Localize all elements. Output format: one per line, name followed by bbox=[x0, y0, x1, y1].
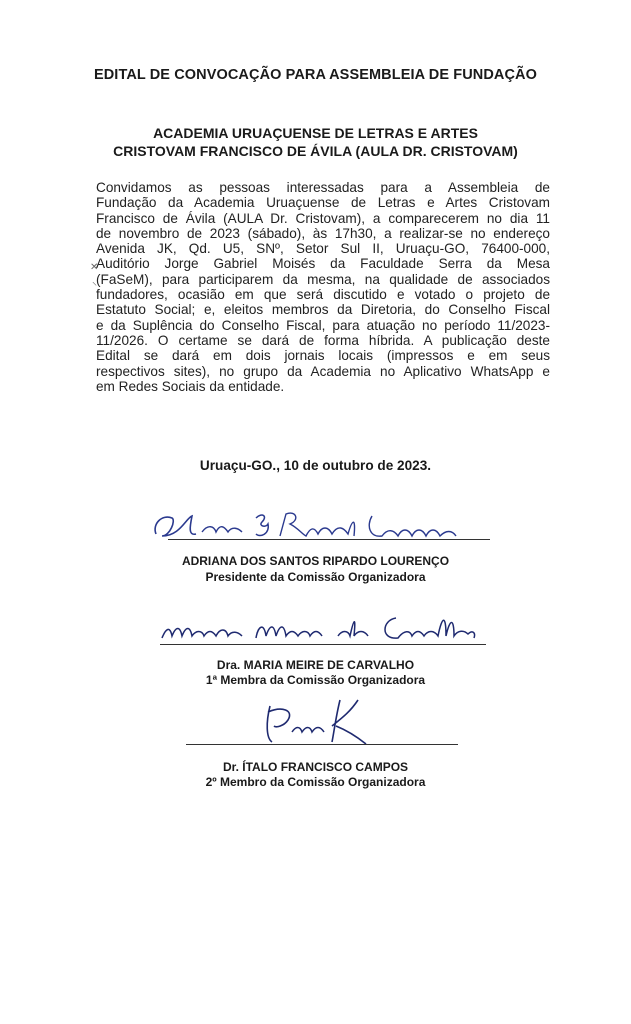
body-line: Estatuto Social; e, eleitos membros da Diretoria, do Conselho Fiscal bbox=[96, 302, 550, 318]
signatory-1-name: ADRIANA DOS SANTOS RIPARDO LOURENÇO bbox=[181, 554, 450, 568]
organization-name-line-2: CRISTOVAM FRANCISCO DE ÁVILA (AULA DR. CRISTOVAM) bbox=[113, 143, 518, 159]
body-line: 11/2026. O certame se dará de forma híbrida. A publicação deste bbox=[96, 332, 550, 348]
organization-name bbox=[0, 124, 631, 160]
signatory-2-role: 1ª Membra da Comissão Organizadora bbox=[205, 673, 426, 687]
body-line: Francisco de Ávila (AULA Dr. Cristovam), a comparecerem no dia 11 bbox=[96, 210, 550, 226]
body-paragraph bbox=[96, 180, 550, 394]
signature-line-3 bbox=[186, 744, 458, 745]
signature-line-2 bbox=[160, 644, 486, 645]
body-line: respectivos sites), no grupo da Academia no Aplicativo WhatsApp e bbox=[96, 363, 550, 379]
signatory-2-name: Dra. MARIA MEIRE DE CARVALHO bbox=[216, 658, 415, 672]
signature-line-1 bbox=[168, 539, 490, 540]
body-line: Avenida JK, Qd. U5, SNº, Setor Sul II, Uruaçu-GO, 76400-000, bbox=[96, 241, 550, 257]
body-line: Auditório Jorge Gabriel Moisés da Faculdade Serra da Mesa bbox=[96, 256, 550, 272]
scan-mark: ⸌ bbox=[92, 281, 97, 292]
signature-3 bbox=[262, 692, 382, 748]
body-line: de novembro de 2023 (sábado), às 17h30, a realizar-se no endereço bbox=[96, 225, 550, 241]
signature-2 bbox=[158, 608, 478, 648]
body-line: e da Suplência do Conselho Fiscal, para atuação no período 11/2023- bbox=[96, 317, 550, 333]
organization-name-line-1: ACADEMIA URUAÇUENSE DE LETRAS E ARTES bbox=[153, 125, 478, 141]
signatory-3-name: Dr. ÍTALO FRANCISCO CAMPOS bbox=[222, 760, 409, 774]
signatory-1-role: Presidente da Comissão Organizadora bbox=[205, 570, 426, 584]
date-line: Uruaçu-GO., 10 de outubro de 2023. bbox=[199, 458, 432, 473]
signatory-3-role: 2º Membro da Comissão Organizadora bbox=[205, 775, 426, 789]
edital-title: EDITAL DE CONVOCAÇÃO PARA ASSEMBLEIA DE FUNDAÇÃO bbox=[93, 67, 538, 83]
signature-1 bbox=[150, 506, 460, 546]
body-line: em Redes Sociais da entidade. bbox=[96, 378, 285, 394]
body-line: Edital se dará em dois jornais locais (impressos e em seus bbox=[96, 348, 550, 364]
body-line: Fundação da Academia Uruaçuense de Letras e Artes Cristovam bbox=[96, 195, 550, 211]
body-line: (FaSeM), para participarem da mesma, na qualidade de associados bbox=[96, 271, 550, 287]
body-line: fundadores, ocasião em que será discutido e votado o projeto de bbox=[96, 287, 550, 303]
scan-mark: ✕ bbox=[90, 262, 99, 273]
body-line: Convidamos as pessoas interessadas para a Assembleia de bbox=[96, 180, 550, 195]
